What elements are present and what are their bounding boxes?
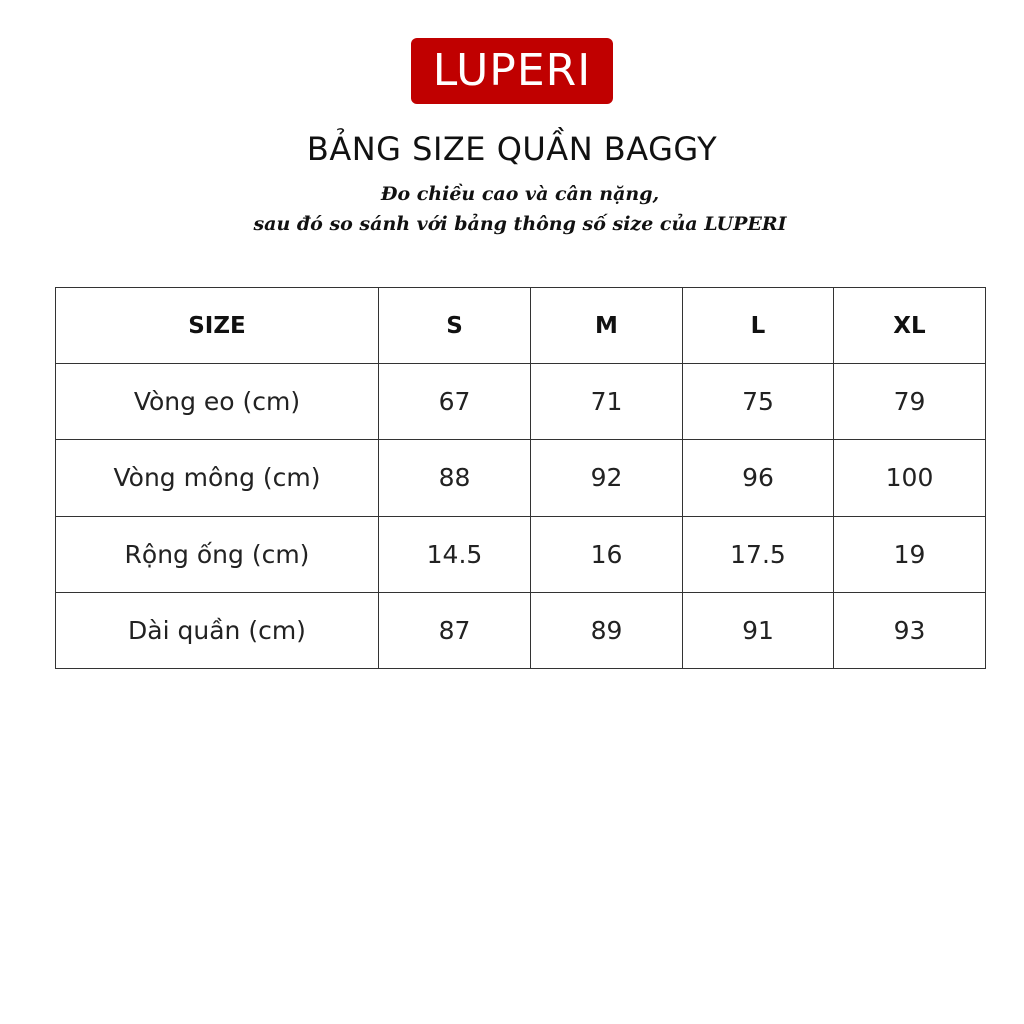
table-cell: 67 (379, 364, 531, 440)
table-header-row (56, 288, 986, 364)
table-cell: 96 (683, 440, 834, 516)
table-cell: 79 (834, 364, 986, 440)
table-cell: 91 (683, 592, 834, 668)
row-label-waist: Vòng eo (cm) (56, 364, 379, 440)
row-label-hip: Vòng mông (cm) (56, 440, 379, 516)
table-cell: 87 (379, 592, 531, 668)
brand-logo (411, 38, 613, 104)
table-cell: 92 (531, 440, 683, 516)
subtitle-line-1: Đo chiều cao và cân nặng, (380, 183, 660, 205)
table-row (56, 516, 986, 592)
table-cell: 100 (834, 440, 986, 516)
table-cell: 93 (834, 592, 986, 668)
header-m: M (531, 288, 683, 364)
row-label-length: Dài quần (cm) (56, 592, 379, 668)
header-size: SIZE (56, 288, 379, 364)
table-row (56, 440, 986, 516)
row-label-leg-width: Rộng ống (cm) (56, 516, 379, 592)
subtitle-line-2: sau đó so sánh với bảng thông số size của LUPERI (253, 213, 787, 235)
table-row (56, 592, 986, 668)
table-row (56, 364, 986, 440)
table-cell: 14.5 (379, 516, 531, 592)
page-title: BẢNG SIZE QUẦN BAGGY (306, 130, 718, 168)
header-s: S (379, 288, 531, 364)
table-cell: 75 (683, 364, 834, 440)
table-cell: 19 (834, 516, 986, 592)
table-cell: 16 (531, 516, 683, 592)
brand-logo-text: LUPERI (432, 45, 592, 96)
header-l: L (683, 288, 834, 364)
table-cell: 17.5 (683, 516, 834, 592)
table-cell: 71 (531, 364, 683, 440)
table-cell: 88 (379, 440, 531, 516)
table-cell: 89 (531, 592, 683, 668)
header-xl: XL (834, 288, 986, 364)
size-chart-table (55, 287, 986, 669)
